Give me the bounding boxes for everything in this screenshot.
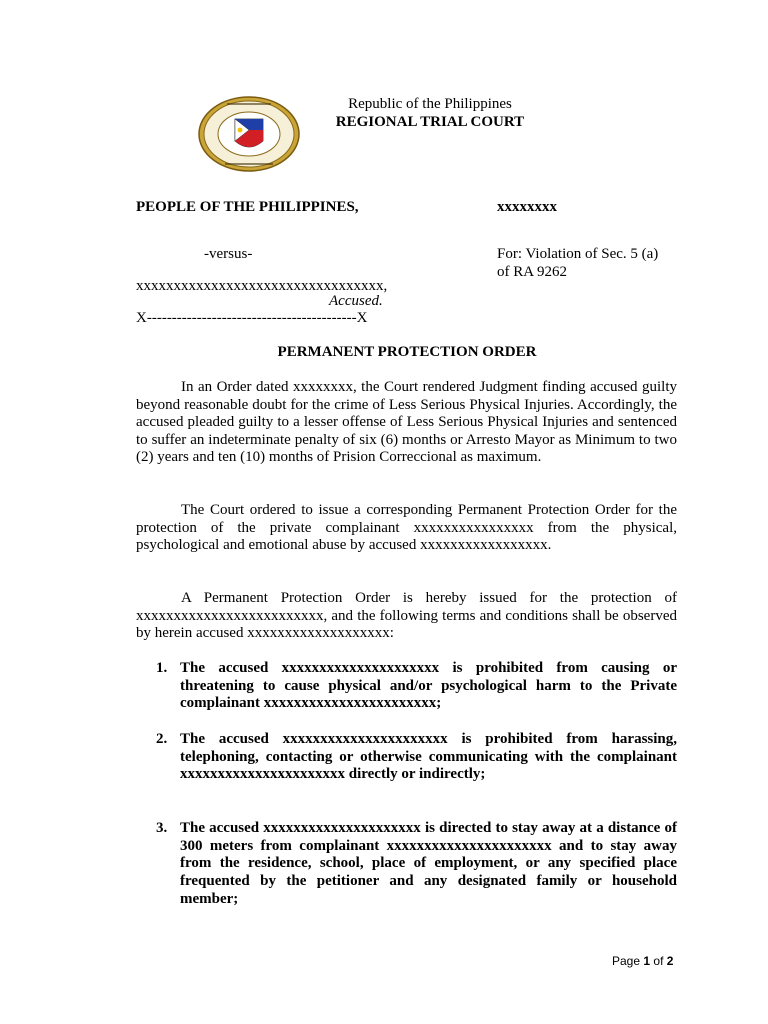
order-item-text: The accused xxxxxxxxxxxxxxxxxxxxx is prohibited from causing or threatening to cause physical and/or psychological harm to the Private complainant xxxxxxxxxxxxxxxxxxxxxxx; bbox=[180, 660, 677, 712]
page-word: Page bbox=[612, 954, 641, 968]
accused-name: xxxxxxxxxxxxxxxxxxxxxxxxxxxxxxxxx, bbox=[136, 278, 388, 294]
court-heading: REGIONAL TRIAL COURT bbox=[335, 114, 525, 130]
document-title: PERMANENT PROTECTION ORDER bbox=[277, 344, 537, 360]
order-item-number: 2. bbox=[156, 731, 168, 747]
charge-line-1: For: Violation of Sec. 5 (a) bbox=[497, 246, 659, 262]
page-total: 2 bbox=[666, 954, 674, 968]
supreme-court-seal-icon bbox=[197, 95, 301, 173]
body-paragraph: In an Order dated xxxxxxxx, the Court rendered Judgment finding accused guilty beyond reasonable doubt for the crime of Less Serious Physical Injuries. Accordingly, the accused pleaded guilty to a lesser offense of Less Serious Physical Injuries and sentenced to suffer an indeterminate penalty of six (6) months or Arresto Mayor as Minimum to two (2) years and ten (10) months of Prision Correccional as maximum. bbox=[136, 379, 677, 466]
page-number: 1 bbox=[643, 954, 651, 968]
body-paragraph: The Court ordered to issue a corresponding Permanent Protection Order for the protection of the private complainant xxxxxxxxxxxxxxxx from the physical, psychological and emotional abuse by accused xxxxxxxxxxxxxxxxx. bbox=[136, 502, 677, 554]
plaintiff-name: PEOPLE OF THE PHILIPPINES, bbox=[136, 199, 359, 215]
of-word: of bbox=[653, 954, 664, 968]
order-item-text: The accused xxxxxxxxxxxxxxxxxxxxxx is prohibited from harassing, telephoning, contacting or otherwise communicating with the complainant xxxxxxxxxxxxxxxxxxxxxx directly or indirectly; bbox=[180, 731, 677, 783]
accused-label: Accused. bbox=[329, 293, 383, 309]
order-item-number: 3. bbox=[156, 820, 168, 836]
charge-line-2: of RA 9262 bbox=[497, 264, 568, 280]
order-item-number: 1. bbox=[156, 660, 168, 676]
order-item bbox=[156, 660, 677, 713]
order-item bbox=[156, 820, 677, 909]
order-item-text: The accused xxxxxxxxxxxxxxxxxxxxx is directed to stay away at a distance of 300 meters from complainant xxxxxxxxxxxxxxxxxxxxxx and to stay away from the residence, school, place of employment, or any specified place frequented by the petitioner and any designated family or household member; bbox=[180, 820, 677, 907]
case-number: xxxxxxxx bbox=[497, 199, 557, 215]
versus-label: -versus- bbox=[204, 246, 253, 262]
order-item bbox=[156, 731, 677, 784]
body-paragraph: A Permanent Protection Order is hereby issued for the protection of xxxxxxxxxxxxxxxxxxxxxxxxx, and the following terms and conditions shall be observed by herein accused xxxxxxxxxxxxxxxxxxx: bbox=[136, 590, 677, 642]
page-footer bbox=[612, 954, 673, 968]
caption-divider: X------------------------------------------X bbox=[136, 310, 368, 326]
republic-heading: Republic of the Philippines bbox=[348, 96, 512, 112]
